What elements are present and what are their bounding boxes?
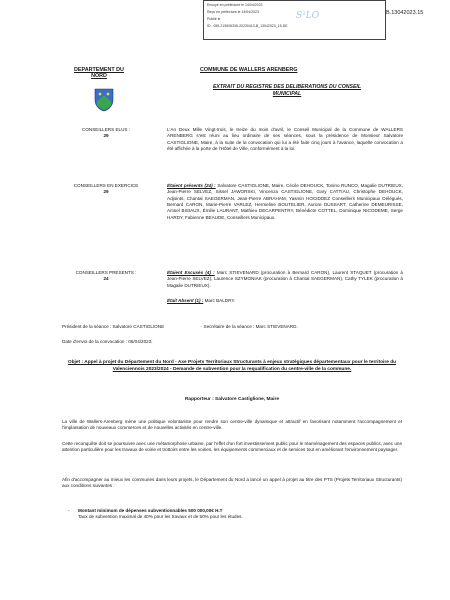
presents-heading: Étaient présents (24) :: [167, 183, 216, 188]
presents-list: Salvatore CASTIGLIONE, Maire, Cécile DEHOUCK, Tonino RUNCO, Magalie DUTRIEUX, Jean-Pierre SELVEZ, Sissel JAWORSKI, Vincenza CASTIGLIONE, Gary CATTIAU, Christophe DEHOUCK, Adjoints, Chantal SAEGERMAN, Jean-Pierre ABRAHAM, Yasmin HOCIDDEZ Conseillers Municipaux Délégués, Bernard CARON, Marie-Pierre VARLEZ, Hermeline BOUTELIER, Aurore DUSSART, Catherine DEMEURISSE, Amsel BISIAUX, Émilie LAURANT, Mathieu DECARPENTRY, Bénédicte COTTEL, Dominique NICODEME, Serge HARDY, Fabienne BEAUDE, Conseillers Municipaux.: [167, 183, 403, 220]
elus-text: L'An Deux Mille Vingt-trois, le treize du mois d'avril, le Conseil Municipal de la Commune de WALLERS ARENBERG s'est réuni au lieu ordinaire de ses séances, sous la présidence de Monsieur Salvatore CASTIGLIONE, Maire, à la suite de la convocation qui lui a été faite cinq jours à l'avance, laquelle convocation a été affichée à la porte de l'Hôtel de Ville, conformément à la loi.: [167, 127, 403, 151]
body-paragraph-3: Afin d'accompagner au mieux les communes dans leurs projets, le Département du Nord a lancé un appel à projet au titre des PTS (Projets Territoriaux Structurants) aux conditions suivantes :: [62, 477, 402, 489]
condition-minimum-amount: Montant minimum de dépenses subventionnables 500 000,00€ H.T: [78, 508, 223, 513]
convocation-date: Date d'envoi de la convocation : 06/04/2023.: [62, 339, 153, 344]
extract-title: EXTRAIT DU REGISTRE DES DELIBERATIONS DU CONSEIL MUNICIPAL: [212, 84, 362, 97]
presents-label: CONSEILLERS PRESENTS :: [75, 270, 137, 275]
excuses-list: Marc STIEVENARD (procuration à Bernard CARON), Laurent STAQUET (procuration à Jean-Pierre SELVEZ), Laurence SZYMONIAK (procuration à Chantal SAEGERMAN), Cathy TYLEK (procuration à Magalie DUTRIEUX).: [167, 270, 403, 288]
department-title: DEPARTEMENT DU NORD: [74, 67, 124, 80]
stamp-line: Reçu en préfecture le 14/04/2023: [207, 10, 259, 14]
stamp-line: Publié le: [207, 17, 221, 21]
elus-text-block: [167, 127, 403, 152]
elus-label: CONSEILLERS ELUS :: [82, 127, 130, 132]
condition-subsidy-rate: Taux de subvention maximal de 40% pour les travaux et de 50% pour les études.: [78, 514, 243, 520]
conditions-list: [68, 508, 378, 521]
stamp-line: ID : 059-215906336-20230413-B_13042023_15-DE: [207, 24, 288, 28]
exercice-count: 29: [103, 189, 109, 195]
s2lo-signature: S²LO: [296, 11, 320, 21]
body-paragraph-1: La ville de Wallers-Arenberg mène une politique volontariste pour rendre son centre-ville dynamique et attractif en favorisant notamment l'accompagnement et l'implantation de nouveaux commerces et de nouvelles activités en centre-ville.: [62, 419, 402, 431]
presents-label-block: [60, 270, 152, 283]
excuses-text-block: [167, 270, 403, 304]
presents-count: 24: [103, 276, 109, 282]
prefecture-stamp: [203, 0, 386, 40]
exercice-label-block: [60, 183, 152, 196]
session-officers: [62, 324, 402, 330]
excuses-heading: Étaient Excusés (4) :: [167, 270, 215, 275]
coat-of-arms-icon: [94, 88, 114, 112]
absent-list: Marc BALDRY.: [203, 297, 236, 303]
rapporteur: Rapporteur : Salvatore Castiglione, Maire: [184, 397, 280, 402]
stamp-line: Envoyé en préfecture le 14/04/2023: [207, 3, 263, 7]
commune-title: COMMUNE DE WALLERS ARENBERG: [200, 67, 298, 73]
presents-text-block: [167, 183, 403, 221]
session-president: Président de la séance : Salvatore CASTIGLIONE: [62, 324, 165, 329]
elus-count: 29: [103, 133, 109, 139]
exercice-label: CONSEILLERS EN EXERCICE: [73, 183, 139, 188]
session-secretary: · Secrétaire de la séance : Marc STIEVENARD.: [200, 324, 298, 329]
deliberation-reference: B.13042023.15: [386, 10, 424, 16]
deliberation-object: Objet : Appel à projet du Département du Nord - Axe Projets Territoriaux Structurants à enjeux stratégiques départementaux pour le territoire du Valenciennois 2023/2024 - Demande de subvention pour la requalification du centre-ville de la commune.: [67, 360, 397, 372]
bullet-marker: -: [68, 508, 70, 513]
absent-heading: Était Absent (1) :: [167, 297, 204, 303]
body-paragraph-2: Cette reconquête doit se poursuivre avec une métamorphose urbaine, par l'effet d'un fort investissement public pour le réaménagement des espaces publics, avec une attention particulière pour les travaux de voirie et trottoirs entre les voiries, les équipements commerciaux et de services tout en améliorant l'environnement paysager.: [62, 441, 402, 453]
elus-label-block: [60, 127, 152, 140]
